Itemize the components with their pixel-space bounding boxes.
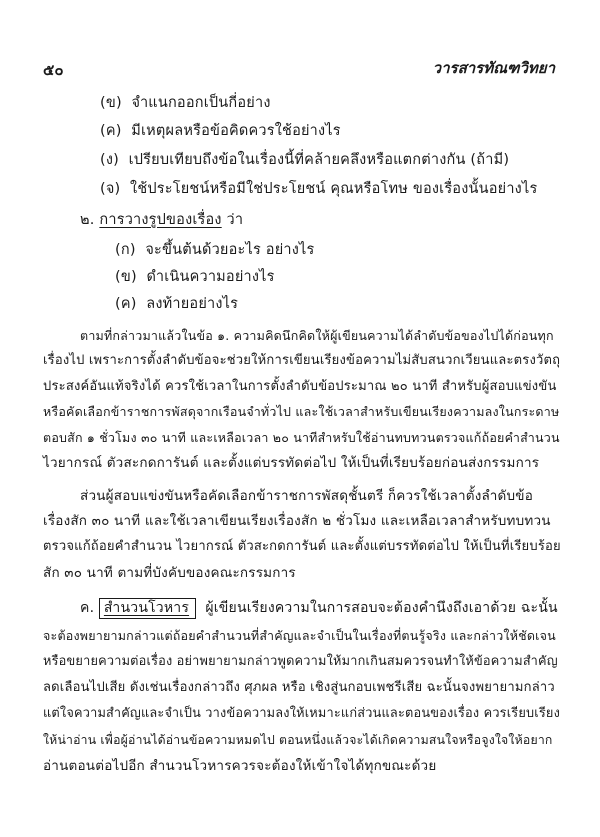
- paragraph-line: จะต้องพยายามกล่าวแต่ถ้อยคำสำนวนที่สำคัญและจำเป็นในเรื่องที่ตนรู้จริง และกล่าวให้ชัดเจน: [43, 628, 556, 643]
- list-marker: (ค): [100, 123, 122, 139]
- section-suffix: ว่า: [226, 212, 244, 228]
- paragraph-line: ตอบสัก ๑ ชั่วโมง ๓๐ นาที และเหลือเวลา ๒๐ นาทีสำหรับใช้อ่านทบทวนตรวจแก้ถ้อยคำสำนวน: [43, 430, 560, 445]
- paragraph-line: ไวยากรณ์ ตัวสะกดการันต์ และตั้งแต่บรรทัดต่อไป ให้เป็นที่เรียบร้อยก่อนส่งกรรมการ: [43, 455, 540, 471]
- list-item-text: ลงท้ายอย่างไร: [146, 296, 239, 312]
- paragraph-line: หรือคัดเลือกข้าราชการพัสดุจากเรือนจำทั่วไป และใช้เวลาสำหรับเขียนเรียงความลงในกระดาษ: [43, 404, 560, 419]
- paragraph-line: ส่วนผู้สอบแข่งขันหรือคัดเลือกข้าราชการพัสดุชั้นตรี ก็ควรใช้เวลาตั้งลำดับข้อ: [80, 488, 534, 504]
- list-marker: (ก): [115, 242, 136, 258]
- section-number: ๒.: [80, 212, 95, 228]
- list-marker: (ข): [115, 269, 137, 285]
- list-item-text: ดำเนินความอย่างไร: [146, 269, 275, 285]
- list-marker: (จ): [100, 181, 121, 197]
- section-title: สำนวนโวหาร: [99, 598, 196, 619]
- list-item-text: ใช้ประโยชน์หรือมีใช่ประโยชน์ คุณหรือโทษ ของเรื่องนั้นอย่างไร: [130, 181, 538, 197]
- paragraph-line: เรื่องสัก ๓๐ นาที และใช้เวลาเขียนเรียงเรื่องสัก ๒ ชั่วโมง และเหลือเวลาสำหรับทบทวน: [43, 513, 551, 529]
- list-item: [115, 241, 315, 259]
- paragraph-line: สัก ๓๐ นาที ตามที่บังคับของคณะกรรมการ: [43, 565, 296, 581]
- paragraph-line: อ่านตอนต่อไปอีก สำนวนโวหารควรจะต้องให้เข้าใจได้ทุกขณะด้วย: [43, 758, 437, 774]
- paragraph-line: ผู้เขียนเรียงความในการสอบจะต้องคำนึงถึงเอาด้วย ฉะนั้น: [205, 600, 558, 616]
- list-item: [115, 295, 238, 313]
- paragraph-line: ให้น่าอ่าน เพื่อผู้อ่านได้อ่านข้อความหมดไป ตอนหนึ่งแล้วจะได้เกิดความสนใจหรือจูงใจให้อยาก: [43, 733, 553, 747]
- list-item: [115, 268, 275, 286]
- list-item: [100, 122, 341, 140]
- list-item-text: เปรียบเทียบถึงข้อในเรื่องนี้ที่คล้ายคลึงหรือแตกต่างกัน (ถ้ามี): [128, 152, 510, 168]
- list-item: [100, 151, 509, 169]
- list-item-text: มีเหตุผลหรือข้อคิดควรใช้อย่างไร: [131, 123, 341, 139]
- section-number: ค.: [80, 600, 95, 616]
- list-item: [100, 94, 271, 112]
- list-marker: (ข): [100, 95, 122, 111]
- list-marker: (ง): [100, 152, 119, 168]
- list-item-text: จำแนกออกเป็นกี่อย่าง: [131, 95, 271, 111]
- page-number: ๕๐: [43, 61, 64, 79]
- paragraph-line: หรือขยายความต่อเรื่อง อย่าพยายามกล่าวพูดความให้มากเกินสมควรจนทำให้ข้อความสำคัญ: [43, 654, 558, 669]
- list-item: [100, 180, 537, 198]
- section-heading: [80, 211, 243, 229]
- paragraph-line: ประสงค์อันแท้จริงได้ ควรใช้เวลาในการตั้งลำดับข้อประมาณ ๒๐ นาที สำหรับผู้สอบแข่งขัน: [43, 379, 557, 394]
- list-item-text: จะขึ้นต้นด้วยอะไร อย่างไร: [145, 242, 315, 258]
- paragraph-line: แต่ใจความสำคัญและจำเป็น วางข้อความลงให้เหมาะแก่ส่วนและตอนของเรื่อง ควรเรียบเรียง: [43, 706, 560, 721]
- paragraph-line: เรื่องไป เพราะการตั้งลำดับข้อจะช่วยให้การเขียนเรียงข้อความไม่สับสนวกเวียนและตรงวัตถุ: [43, 353, 561, 368]
- paragraph-line: ตามที่กล่าวมาแล้วในข้อ ๑. ความคิดนึกคิดให้ผู้เขียนความได้ลำดับข้อของไปได้ก่อนทุก: [80, 328, 554, 343]
- running-title: วารสารทัณฑวิทยา: [432, 59, 555, 77]
- paragraph-line: ลดเลือนไปเสีย ดังเช่นเรื่องกล่าวถึง ศุภผล หรือ เชิงสู่นกอบเพชรีเสีย ฉะนั้นจงพยายามกล่าว: [43, 680, 555, 695]
- paragraph-line: ตรวจแก้ถ้อยคำสำนวน ไวยากรณ์ ตัวสะกดการันต์ และตั้งแต่บรรทัดต่อไป ให้เป็นที่เรียบร้อย: [43, 539, 561, 554]
- section-title: การวางรูปของเรื่อง: [99, 212, 222, 228]
- section-heading: [80, 599, 558, 617]
- list-marker: (ค): [115, 296, 137, 312]
